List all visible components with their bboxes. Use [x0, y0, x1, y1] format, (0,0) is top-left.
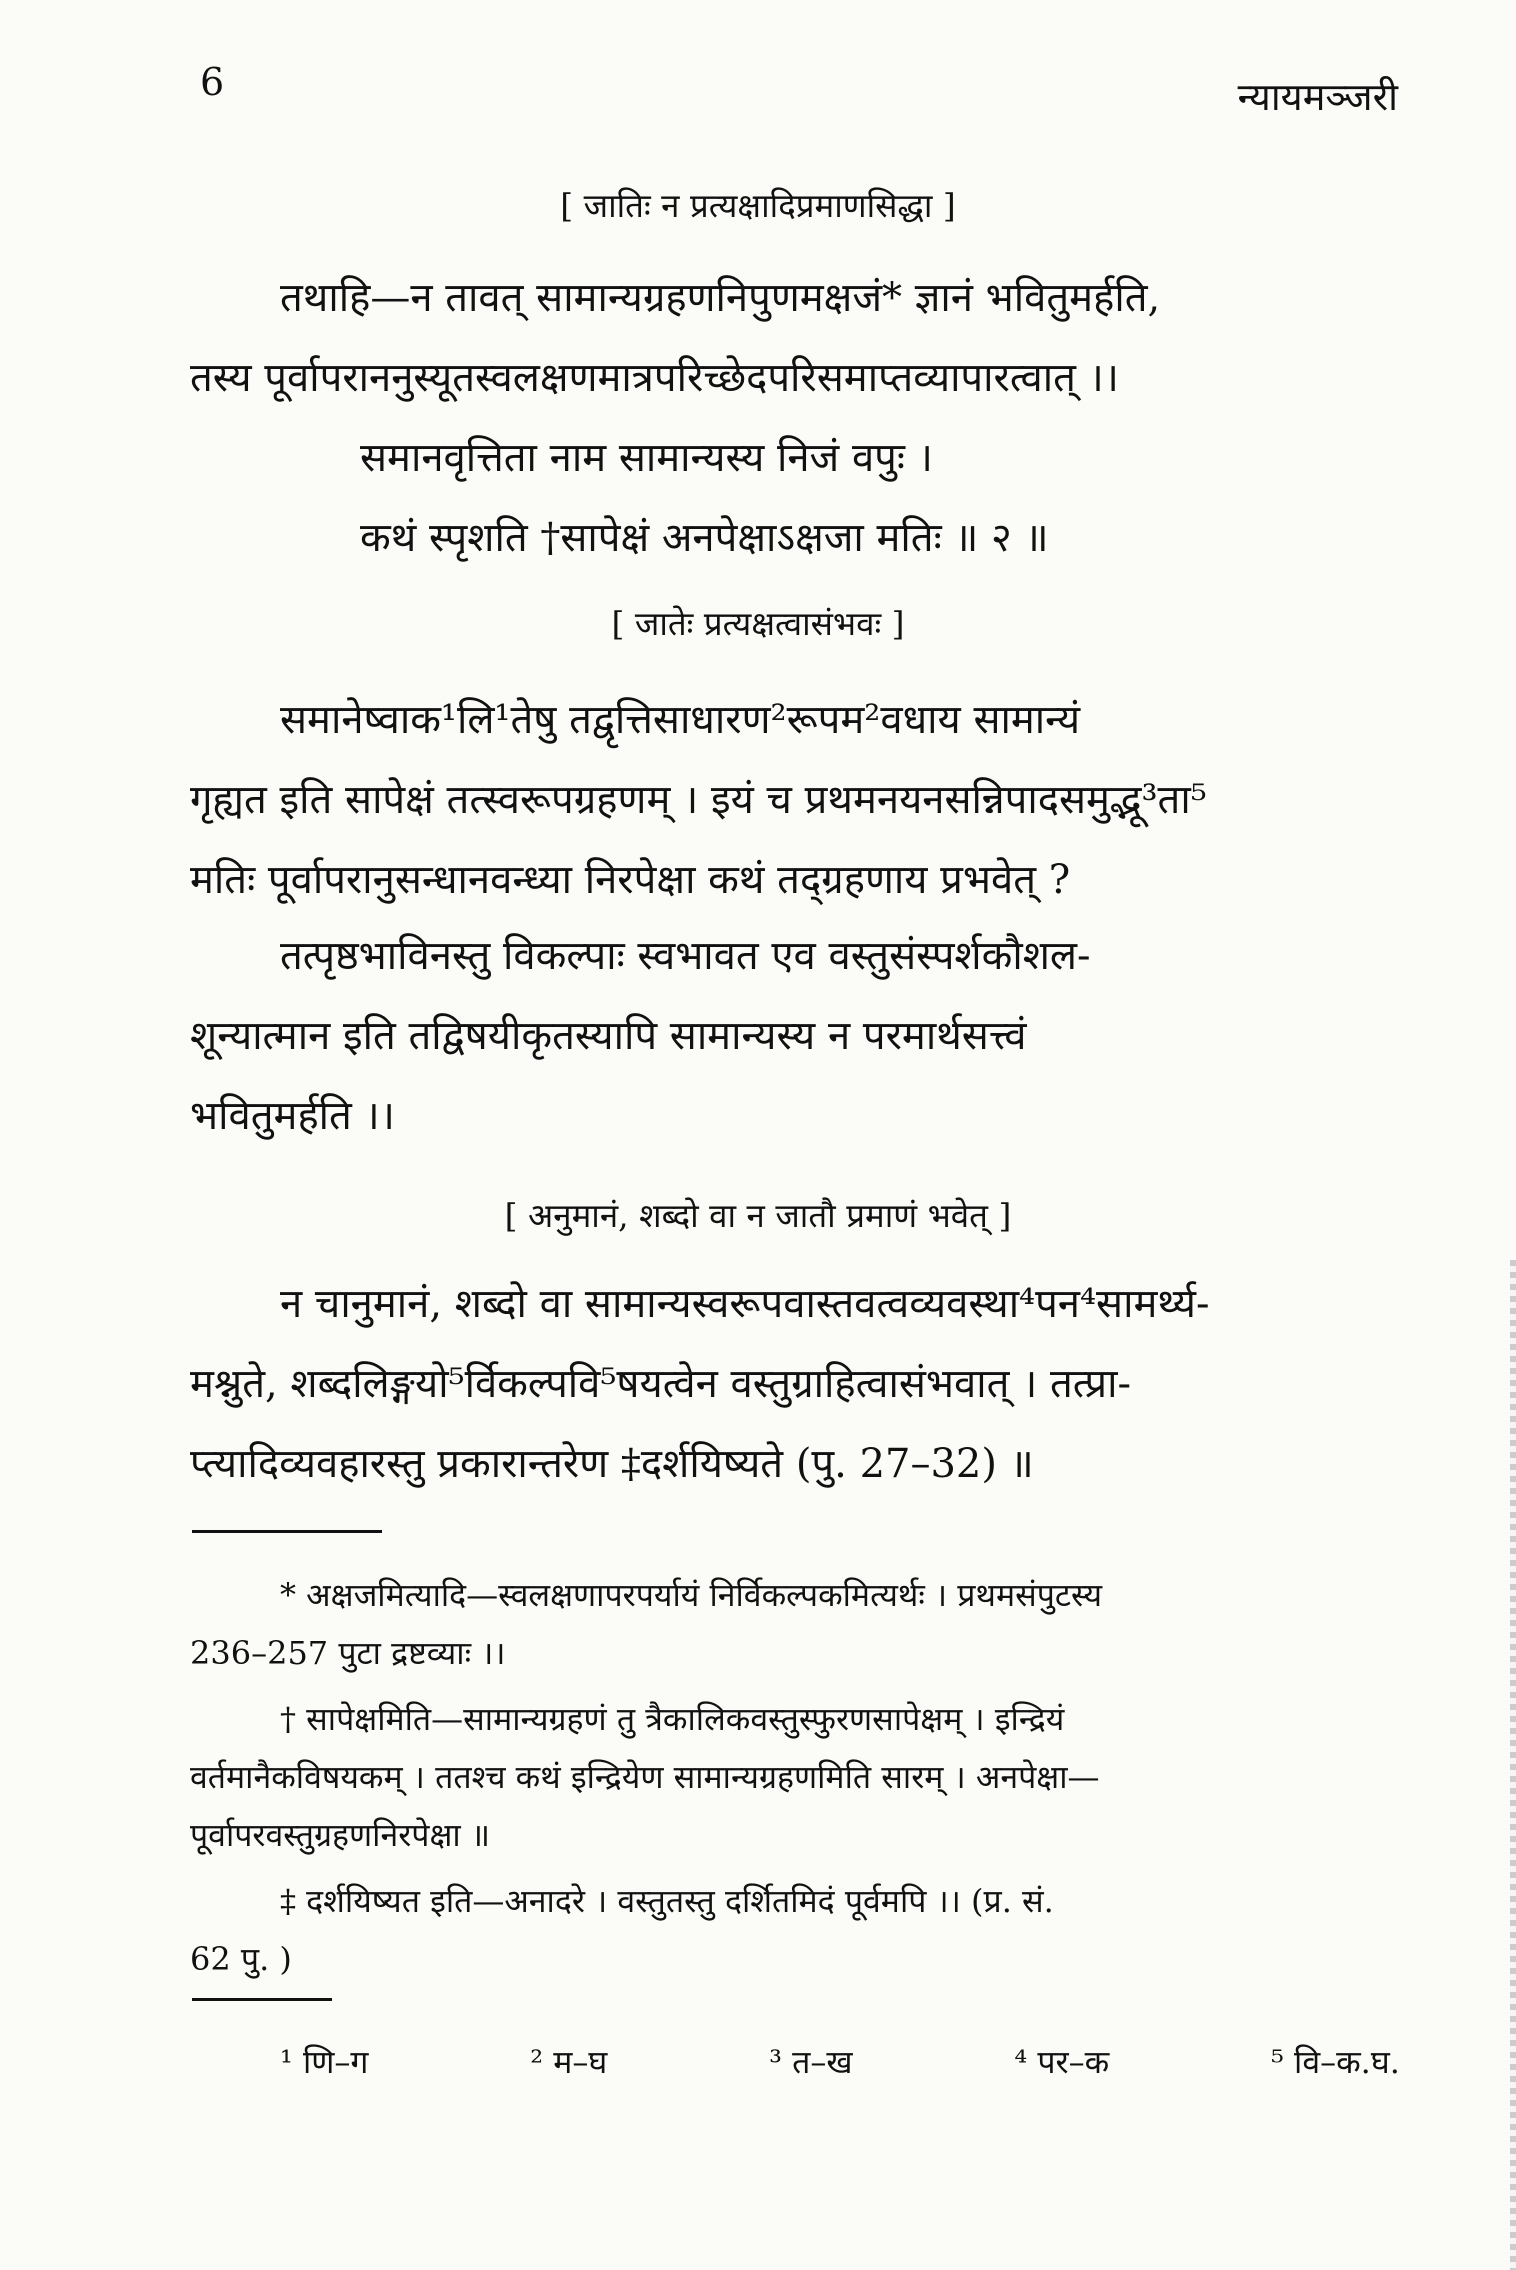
verse	[360, 418, 1360, 578]
paragraph-2	[190, 680, 1390, 920]
variant-reading: ⁴ पर–क	[1014, 2043, 1110, 2081]
text-line: गृह्यत इति सापेक्षं तत्स्वरूपग्रहणम् । इयं च प्रथमनयनसन्निपादसमुद्भू³ता⁵	[190, 777, 1207, 823]
scan-edge	[1510, 1260, 1516, 2270]
footnote-2	[190, 1690, 1400, 1864]
text-line: मतिः पूर्वापरानुसन्धानवन्ध्या निरपेक्षा कथं तद्ग्रहणाय प्रभवेत् ?	[190, 857, 1071, 903]
text-line: समानेष्वाक¹लि¹तेषु तद्वृत्तिसाधारण²रूपम²वधाय सामान्यं	[280, 697, 1081, 743]
running-title: न्यायमञ्जरी	[1237, 75, 1398, 119]
footnote-1	[190, 1566, 1400, 1682]
footnote-line: 62 पु. )	[190, 1940, 292, 1978]
verse-line: कथं स्पृशति †सापेक्षं अनपेक्षाऽक्षजा मतिः ॥ २ ॥	[360, 515, 1049, 561]
text-line: भवितुमर्हति ।।	[190, 1093, 395, 1139]
text-line: न चानुमानं, शब्दो वा सामान्यस्वरूपवास्तवत्वव्यवस्था⁴पन⁴सामर्थ्य-	[280, 1281, 1210, 1327]
footnote-rule	[192, 1530, 382, 1533]
section-heading-1: [ जातिः न प्रत्यक्षादिप्रमाणसिद्धा ]	[560, 186, 956, 225]
footnote-line: ‡ दर्शयिष्यत इति—अनादरे । वस्तुतस्तु दर्शितमिदं पूर्वमपि ।। (प्र. सं.	[280, 1882, 1054, 1920]
variant-reading: ¹ णि–ग	[280, 2043, 369, 2081]
variant-reading: ³ त–ख	[769, 2043, 853, 2081]
footnote-3	[190, 1872, 1400, 1988]
paragraph-1	[190, 258, 1390, 418]
section-heading-3: [ अनुमानं, शब्दो वा न जातौ प्रमाणं भवेत् ]	[504, 1196, 1012, 1235]
section-heading-2: [ जातेः प्रत्यक्षत्वासंभवः ]	[611, 604, 905, 643]
text-line: तत्पृष्ठभाविनस्तु विकल्पाः स्वभावत एव वस्तुसंस्पर्शकौशल-	[280, 933, 1091, 979]
verse-line: समानवृत्तिता नाम सामान्यस्य निजं वपुः ।	[360, 435, 933, 481]
text-line: तस्य पूर्वापराननुस्यूतस्वलक्षणमात्रपरिच्छेदपरिसमाप्तव्यापारत्वात् ।।	[190, 355, 1119, 401]
footnote-line: पूर्वापरवस्तुग्रहणनिरपेक्षा ॥	[190, 1816, 491, 1854]
variant-reading: ⁵ वि–क.घ.	[1271, 2043, 1400, 2081]
variant-rule	[192, 1998, 332, 2001]
paragraph-4	[190, 1264, 1390, 1504]
footnote-line: वर्तमानैकविषयकम् । ततश्च कथं इन्द्रियेण सामान्यग्रहणमिति सारम् । अनपेक्षा—	[190, 1758, 1100, 1796]
paragraph-3	[190, 916, 1390, 1156]
page-number: 6	[200, 60, 225, 104]
footnote-line: * अक्षजमित्यादि—स्वलक्षणापरपर्यायं निर्विकल्पकमित्यर्थः । प्रथमसंपुटस्य	[280, 1576, 1103, 1614]
text-line: शून्यात्मान इति तद्विषयीकृतस्यापि सामान्यस्य न परमार्थसत्त्वं	[190, 1013, 1027, 1059]
text-line: तथाहि—न तावत् सामान्यग्रहणनिपुणमक्षजं* ज्ञानं भवितुमर्हति,	[280, 275, 1161, 321]
text-line: प्त्यादिव्यवहारस्तु प्रकारान्तरेण ‡दर्शयिष्यते (पु. 27–32) ॥	[190, 1441, 1034, 1487]
variant-reading: ² म–घ	[530, 2043, 608, 2081]
variant-readings	[280, 2040, 1400, 2083]
footnote-line: 236–257 पुटा द्रष्टव्याः ।।	[190, 1634, 506, 1672]
text-line: मश्नुते, शब्दलिङ्गयो⁵र्विकल्पवि⁵षयत्वेन वस्तुग्राहित्वासंभवात् । तत्प्रा-	[190, 1361, 1131, 1407]
footnote-line: † सापेक्षमिति—सामान्यग्रहणं तु त्रैकालिकवस्तुस्फुरणसापेक्षम् । इन्द्रियं	[280, 1700, 1065, 1738]
